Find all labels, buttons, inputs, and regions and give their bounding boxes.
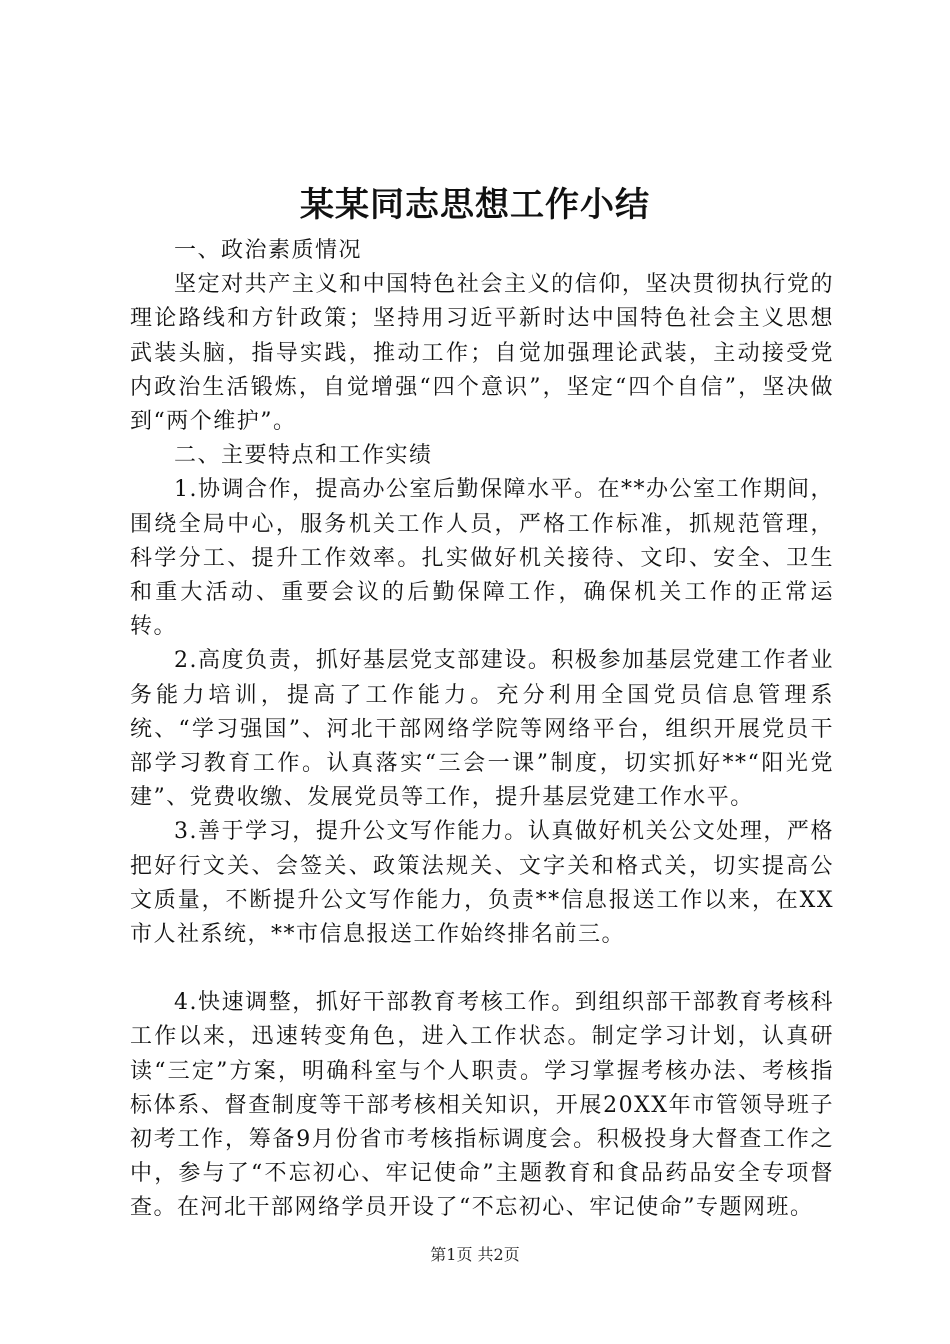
paragraph-item-1: 1.协调合作，提高办公室后勤保障水平。在**办公室工作期间，围绕全局中心，服务机关工作人员，严格工作标准，抓规范管理，科学分工、提升工作效率。扎实做好机关接待、文印、安全、卫生和重大活动、重要会议的后勤保障工作，确保机关工作的正常运转。 <box>130 477 834 640</box>
paragraph-item-2: 2.高度负责，抓好基层党支部建设。积极参加基层党建工作者业务能力培训，提高了工作能力。充分利用全国党员信息管理系统、“学习强国”、河北干部网络学院等网络平台，组织开展党员干部学习教育工作。认真落实“三会一课”制度，切实抓好**“阳光党建”、党费收缴、发展党员等工作，提升基层党建工作水平。 <box>130 648 834 811</box>
paragraph-political-quality: 坚定对共产主义和中国特色社会主义的信仰，坚决贯彻执行党的理论路线和方针政策；坚持用习近平新时达中国特色社会主义思想武装头脑，指导实践，推动工作；自觉加强理论武装，主动接受党内政治生活锻炼，自觉增强“四个意识”，坚定“四个自信”，坚决做到“两个维护”。 <box>130 272 834 435</box>
section-heading-achievements: 二、主要特点和工作实绩 <box>174 443 433 469</box>
paragraph-item-4: 4.快速调整，抓好干部教育考核工作。到组织部干部教育考核科工作以来，迅速转变角色，进入工作状态。制定学习计划，认真研读“三定”方案，明确科室与个人职责。学习掌握考核办法、考核指标体系、督查制度等干部考核相关知识，开展20XX年市管领导班子初考工作，筹备9月份省市考核指标调度会。积极投身大督查工作之中，参与了“不忘初心、牢记使命”主题教育和食品药品安全专项督查。在河北干部网络学员开设了“不忘初心、牢记使命”专题网班。 <box>130 990 834 1221</box>
blank-line <box>130 952 834 986</box>
document-body <box>130 234 834 1226</box>
page-footer: 第1页 共2页 <box>430 1245 520 1264</box>
section-heading-political: 一、政治素质情况 <box>174 238 363 263</box>
document-title: 某某同志思想工作小结 <box>300 185 650 225</box>
paragraph-item-3: 3.善于学习，提升公文写作能力。认真做好机关公文处理，严格把好行文关、会签关、政策法规关、文字关和格式关，切实提高公文质量，不断提升公文写作能力，负责**信息报送工作以来，在XX市人社系统，**市信息报送工作始终排名前三。 <box>130 819 834 948</box>
